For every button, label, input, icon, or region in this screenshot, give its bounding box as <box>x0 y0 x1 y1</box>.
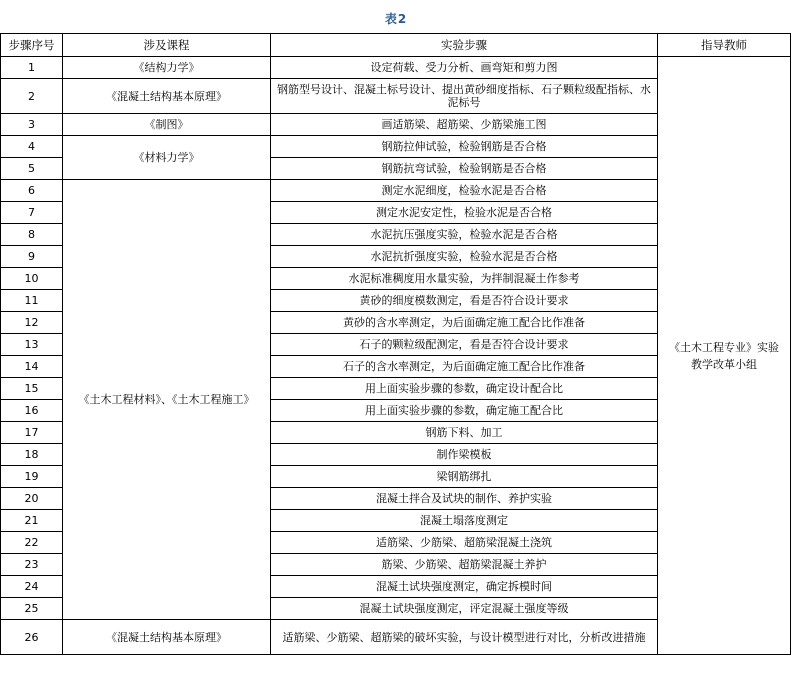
step-number: 19 <box>1 466 63 488</box>
step-number: 5 <box>1 158 63 180</box>
step-content: 混凝土拌合及试块的制作、养护实验 <box>271 488 658 510</box>
step-number: 26 <box>1 620 63 655</box>
step-content: 用上面实验步骤的参数，确定施工配合比 <box>271 400 658 422</box>
step-content: 水泥标准稠度用水量实验，为拌制混凝土作参考 <box>271 268 658 290</box>
step-content: 钢筋下料、加工 <box>271 422 658 444</box>
step-number: 2 <box>1 79 63 114</box>
step-number: 22 <box>1 532 63 554</box>
step-content: 混凝土试块强度测定，确定拆模时间 <box>271 576 658 598</box>
step-content: 石子的颗粒级配测定，看是否符合设计要求 <box>271 334 658 356</box>
step-content: 用上面实验步骤的参数，确定设计配合比 <box>271 378 658 400</box>
step-content: 混凝土塌落度测定 <box>271 510 658 532</box>
step-number: 20 <box>1 488 63 510</box>
teacher-cell: 《土木工程专业》实验教学改革小组 <box>658 57 791 655</box>
header-step: 步骤序号 <box>1 34 63 57</box>
step-number: 3 <box>1 114 63 136</box>
step-number: 10 <box>1 268 63 290</box>
step-number: 25 <box>1 598 63 620</box>
step-number: 8 <box>1 224 63 246</box>
step-content: 适筋梁、少筋梁、超筋梁混凝土浇筑 <box>271 532 658 554</box>
step-number: 15 <box>1 378 63 400</box>
step-number: 14 <box>1 356 63 378</box>
step-content: 梁钢筋绑扎 <box>271 466 658 488</box>
step-number: 7 <box>1 202 63 224</box>
header-course: 涉及课程 <box>63 34 271 57</box>
step-number: 11 <box>1 290 63 312</box>
header-teacher: 指导教师 <box>658 34 791 57</box>
table-row <box>1 57 791 79</box>
step-content: 混凝土试块强度测定，评定混凝土强度等级 <box>271 598 658 620</box>
course-cell: 《制图》 <box>63 114 271 136</box>
course-cell: 《材料力学》 <box>63 136 271 180</box>
step-number: 1 <box>1 57 63 79</box>
step-content: 石子的含水率测定，为后面确定施工配合比作准备 <box>271 356 658 378</box>
step-content: 画适筋梁、超筋梁、少筋梁施工图 <box>271 114 658 136</box>
step-number: 23 <box>1 554 63 576</box>
step-number: 9 <box>1 246 63 268</box>
step-content: 筋梁、少筋梁、超筋梁混凝土养护 <box>271 554 658 576</box>
course-cell: 《混凝土结构基本原理》 <box>63 620 271 655</box>
step-content: 水泥抗折强度实验，检验水泥是否合格 <box>271 246 658 268</box>
step-content: 水泥抗压强度实验，检验水泥是否合格 <box>271 224 658 246</box>
course-cell: 《混凝土结构基本原理》 <box>63 79 271 114</box>
step-content: 设定荷载、受力分析、画弯矩和剪力图 <box>271 57 658 79</box>
table-caption: 表2 <box>384 12 408 26</box>
course-cell: 《土木工程材料》、《土木工程施工》 <box>63 180 271 620</box>
header-content: 实验步骤 <box>271 34 658 57</box>
step-number: 13 <box>1 334 63 356</box>
step-number: 12 <box>1 312 63 334</box>
step-number: 6 <box>1 180 63 202</box>
step-content: 黄砂的含水率测定，为后面确定施工配合比作准备 <box>271 312 658 334</box>
step-content: 钢筋型号设计、混凝土标号设计、提出黄砂细度指标、石子颗粒级配指标、水泥标号 <box>271 79 658 114</box>
step-number: 21 <box>1 510 63 532</box>
step-number: 24 <box>1 576 63 598</box>
step-number: 4 <box>1 136 63 158</box>
step-number: 18 <box>1 444 63 466</box>
experiment-steps-table <box>0 33 791 655</box>
step-content: 黄砂的细度模数测定，看是否符合设计要求 <box>271 290 658 312</box>
step-content: 测定水泥细度，检验水泥是否合格 <box>271 180 658 202</box>
step-content: 适筋梁、少筋梁、超筋梁的破坏实验，与设计模型进行对比，分析改进措施 <box>271 620 658 655</box>
step-content: 钢筋抗弯试验，检验钢筋是否合格 <box>271 158 658 180</box>
step-number: 17 <box>1 422 63 444</box>
step-content: 制作梁模板 <box>271 444 658 466</box>
step-content: 钢筋拉伸试验，检验钢筋是否合格 <box>271 136 658 158</box>
step-content: 测定水泥安定性，检验水泥是否合格 <box>271 202 658 224</box>
header-row <box>1 34 791 57</box>
step-number: 16 <box>1 400 63 422</box>
course-cell: 《结构力学》 <box>63 57 271 79</box>
